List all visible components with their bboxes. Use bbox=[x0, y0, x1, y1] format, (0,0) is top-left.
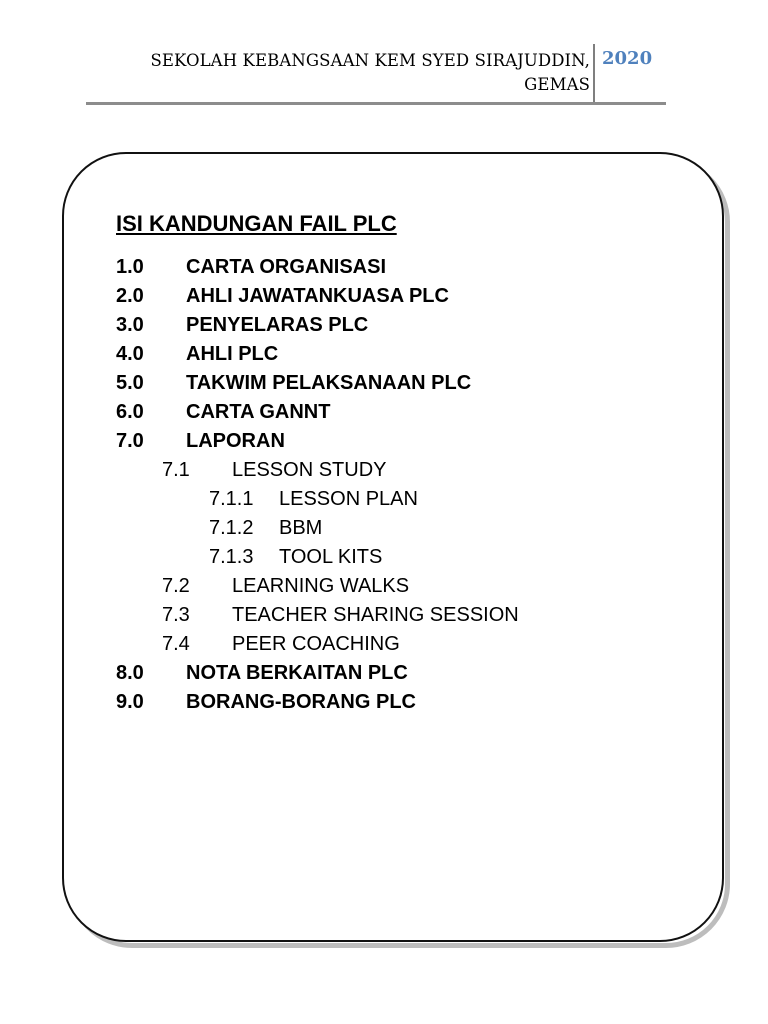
toc-item bbox=[116, 398, 397, 427]
toc-item-number: 7.2 bbox=[162, 575, 190, 597]
toc-item-label: BORANG-BORANG PLC bbox=[186, 691, 416, 713]
toc-item-label: TAKWIM PELAKSANAAN PLC bbox=[186, 372, 472, 394]
toc-item-number: 7.1.1 bbox=[209, 488, 254, 510]
header-year: 2020 bbox=[602, 48, 653, 69]
toc-item-label: LAPORAN bbox=[186, 430, 285, 452]
toc-item bbox=[116, 543, 397, 572]
toc-item bbox=[116, 369, 472, 398]
page-header bbox=[86, 44, 666, 104]
header-rule bbox=[86, 102, 666, 105]
toc-item-label: NOTA BERKAITAN PLC bbox=[186, 662, 408, 684]
toc-item-number: 7.1.3 bbox=[209, 546, 254, 568]
toc-item-number: 7.4 bbox=[162, 633, 190, 655]
toc-item-label: LEARNING WALKS bbox=[232, 575, 410, 597]
toc-item-label: CARTA ORGANISASI bbox=[186, 256, 386, 278]
toc-item-label: PENYELARAS PLC bbox=[186, 314, 369, 336]
toc-item-number: 8.0 bbox=[116, 662, 144, 684]
table-of-contents bbox=[116, 208, 519, 717]
toc-item bbox=[116, 282, 449, 311]
school-name-line2: GEMAS bbox=[524, 75, 590, 94]
toc-item-number: 9.0 bbox=[116, 691, 144, 713]
toc-item bbox=[116, 427, 397, 456]
toc-item-label: PEER COACHING bbox=[232, 633, 400, 655]
toc-item bbox=[116, 572, 410, 601]
toc-item-number: 7.1 bbox=[162, 459, 190, 481]
toc-item-number: 2.0 bbox=[116, 285, 144, 307]
toc-item-number: 5.0 bbox=[116, 372, 144, 394]
toc-item bbox=[116, 630, 400, 659]
school-name-line1: SEKOLAH KEBANGSAAN KEM SYED SIRAJUDDIN, bbox=[150, 51, 590, 70]
toc-item-label: AHLI PLC bbox=[186, 343, 279, 365]
school-name bbox=[70, 49, 590, 97]
toc-item-number: 7.3 bbox=[162, 604, 190, 626]
toc-item bbox=[116, 688, 416, 717]
toc-item-label: LESSON STUDY bbox=[232, 459, 387, 481]
toc-item bbox=[116, 311, 397, 340]
toc-item-number: 6.0 bbox=[116, 401, 144, 423]
toc-item-label: LESSON PLAN bbox=[279, 488, 418, 510]
toc-item-label: TEACHER SHARING SESSION bbox=[232, 604, 519, 626]
toc-item bbox=[116, 659, 408, 688]
toc-item bbox=[116, 456, 397, 485]
toc-item-label: BBM bbox=[279, 517, 323, 539]
toc-item-label: CARTA GANNT bbox=[186, 401, 331, 423]
toc-item bbox=[116, 601, 519, 630]
toc-item-number: 3.0 bbox=[116, 314, 144, 336]
toc-item-number: 4.0 bbox=[116, 343, 144, 365]
toc-item-label: AHLI JAWATANKUASA PLC bbox=[186, 285, 449, 307]
toc-item-number: 7.1.2 bbox=[209, 517, 254, 539]
toc-title: ISI KANDUNGAN FAIL PLC bbox=[116, 211, 397, 236]
toc-item bbox=[116, 253, 397, 282]
toc-item bbox=[116, 514, 397, 543]
toc-item-number: 1.0 bbox=[116, 256, 144, 278]
header-divider bbox=[593, 44, 595, 103]
toc-item-number: 7.0 bbox=[116, 430, 144, 452]
toc-item bbox=[116, 340, 397, 369]
toc-list bbox=[116, 253, 519, 717]
toc-item-label: TOOL KITS bbox=[279, 546, 383, 568]
toc-item bbox=[116, 485, 418, 514]
